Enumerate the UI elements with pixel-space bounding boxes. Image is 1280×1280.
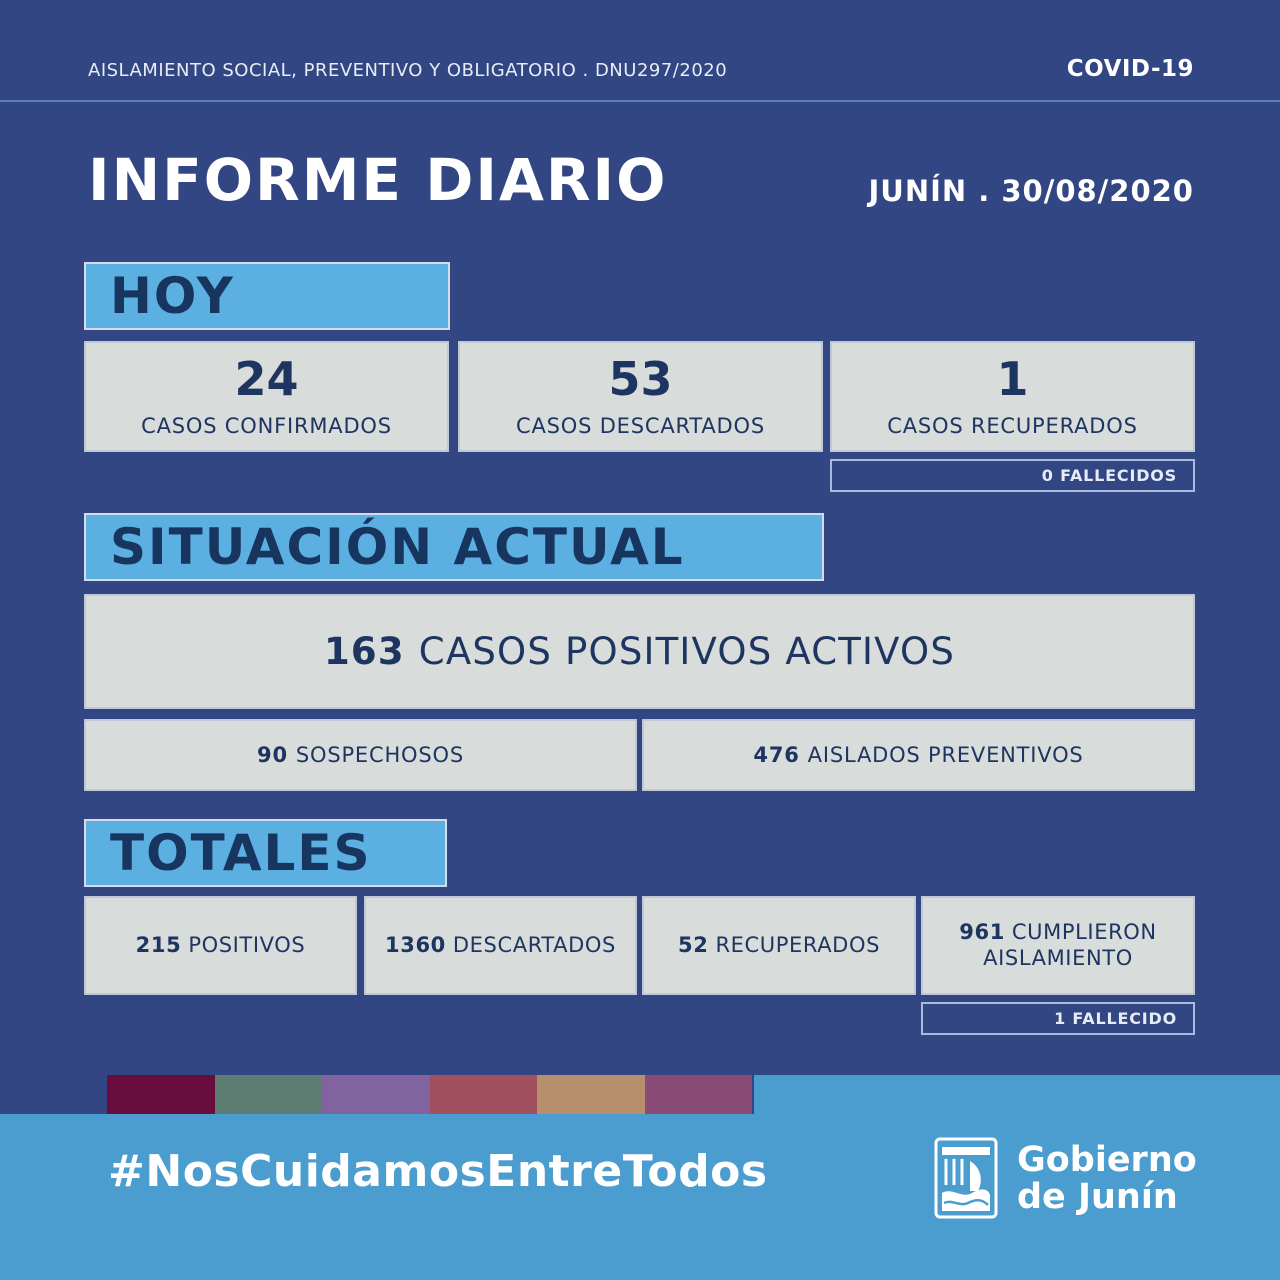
color-swatch <box>645 1075 753 1114</box>
stat-label: CASOS RECUPERADOS <box>887 413 1138 438</box>
stat-label: SOSPECHOSOS <box>295 743 464 767</box>
stat-value: 215 <box>135 932 182 957</box>
campaign-hashtag: #NosCuidamosEntreTodos <box>108 1146 768 1197</box>
stat-card-descartados <box>458 341 823 452</box>
stat-label: CASOS POSITIVOS ACTIVOS <box>418 630 956 673</box>
total-card-recuperados <box>642 896 916 995</box>
stat-label: AISLADOS PREVENTIVOS <box>807 743 1084 767</box>
report-date: JUNÍN . 30/08/2020 <box>868 174 1194 208</box>
stat-label: DESCARTADOS <box>452 932 616 957</box>
stat-label: CASOS DESCARTADOS <box>516 413 765 438</box>
fallecidos-hoy-badge: 0 FALLECIDOS <box>830 459 1195 492</box>
stat-card-activos <box>84 594 1195 709</box>
stat-label: POSITIVOS <box>188 932 306 957</box>
header-divider <box>0 100 1280 102</box>
color-swatch <box>215 1075 323 1114</box>
color-strip <box>107 1075 752 1114</box>
total-card-cumplieron <box>921 896 1195 995</box>
stat-card-confirmados <box>84 341 449 452</box>
stat-card-sospechosos <box>84 719 637 791</box>
logo-line-2: de Junín <box>1017 1176 1178 1217</box>
total-card-positivos <box>84 896 357 995</box>
color-swatch <box>430 1075 538 1114</box>
covid-tag: COVID-19 <box>1066 56 1194 82</box>
page-title: INFORME DIARIO <box>88 146 668 214</box>
fallecido-total-badge: 1 FALLECIDO <box>921 1002 1195 1035</box>
stat-value: 1 <box>996 351 1029 406</box>
section-heading-hoy: HOY <box>84 262 450 330</box>
stat-value: 476 <box>753 743 800 767</box>
stat-label: CASOS CONFIRMADOS <box>141 413 392 438</box>
section-heading-situacion: SITUACIÓN ACTUAL <box>84 513 824 581</box>
header-subtitle: AISLAMIENTO SOCIAL, PREVENTIVO Y OBLIGATORIO . DNU297/2020 <box>88 60 728 81</box>
government-logo-text <box>1017 1142 1197 1216</box>
color-swatch <box>322 1075 430 1114</box>
stat-value: 90 <box>257 743 288 767</box>
stat-value: 52 <box>678 932 709 957</box>
stat-card-recuperados <box>830 341 1195 452</box>
stat-value: 24 <box>234 351 299 406</box>
section-heading-totales: TOTALES <box>84 819 447 887</box>
stat-label: CUMPLIERON <box>1011 920 1157 945</box>
stat-value: 53 <box>608 351 673 406</box>
stat-label: RECUPERADOS <box>715 932 880 957</box>
total-card-descartados <box>364 896 637 995</box>
stat-value: 961 <box>959 920 1005 945</box>
color-swatch <box>107 1075 215 1114</box>
stat-card-aislados <box>642 719 1195 791</box>
stat-row <box>959 920 1156 945</box>
stat-value: 1360 <box>385 932 446 957</box>
stat-label-line-2: AISLAMIENTO <box>983 945 1133 970</box>
logo-line-1: Gobierno <box>1017 1140 1197 1180</box>
municipal-crest-icon <box>934 1137 998 1219</box>
stat-value: 163 <box>323 630 405 673</box>
color-swatch <box>537 1075 645 1114</box>
footer-band-top <box>754 1075 1280 1114</box>
